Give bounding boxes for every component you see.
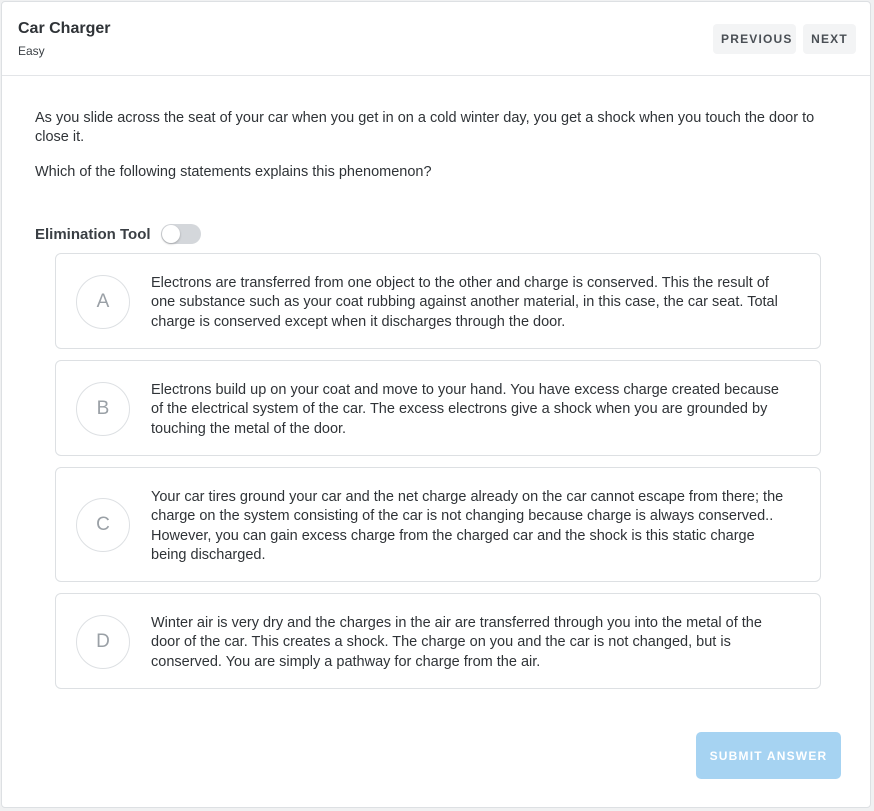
next-button[interactable]: NEXT: [803, 24, 856, 54]
answer-option-b[interactable]: [55, 360, 821, 456]
answer-option-c[interactable]: [55, 467, 821, 582]
question-body: [35, 109, 835, 198]
option-letter-d: D: [76, 615, 130, 669]
answer-option-d[interactable]: [55, 593, 821, 689]
option-text-b: Electrons build up on your coat and move to your hand. You have excess charge created because of the electrical system of the car. The excess electrons give a shock when you are grounded by touching the metal of the door.: [151, 382, 779, 437]
option-text-a: Electrons are transferred from one object to the other and charge is conserved. This the result of one substance such as your coat rubbing against another material, in this case, the car seat. Total charge is conserved except when it discharges through the door.: [151, 275, 778, 330]
question-title: Car Charger: [18, 20, 111, 37]
elimination-tool-label: Elimination Tool: [35, 225, 151, 243]
question-ask: Which of the following statements explains this phenomenon?: [35, 164, 432, 180]
option-text-c: Your car tires ground your car and the net charge already on the car cannot escape from there; the charge on the system consisting of the car is not changing because charge is always conserved.. However, you can gain excess charge from the charged car and the shock is this static charge being discharged.: [151, 489, 784, 563]
question-prompt: As you slide across the seat of your car when you get in on a cold winter day, you get a shock when you touch the door to close it.: [35, 110, 815, 145]
question-card: [1, 1, 871, 808]
option-letter-b: B: [76, 382, 130, 436]
answer-option-a[interactable]: [55, 253, 821, 349]
question-header: [2, 2, 870, 76]
option-letter-a: A: [76, 275, 130, 329]
difficulty-label: Easy: [18, 44, 45, 58]
elimination-tool: [35, 224, 201, 244]
option-letter-c: C: [76, 498, 130, 552]
option-text-d: Winter air is very dry and the charges in the air are transferred through you into the metal of the door of the car. This creates a shock. The charge on you and the car is not changed, but is conserved. You are simply a pathway for charge from the air.: [151, 615, 762, 670]
elimination-tool-toggle[interactable]: [161, 224, 201, 244]
toggle-knob: [162, 225, 180, 243]
submit-answer-button[interactable]: SUBMIT ANSWER: [696, 732, 841, 779]
previous-button[interactable]: PREVIOUS: [713, 24, 796, 54]
